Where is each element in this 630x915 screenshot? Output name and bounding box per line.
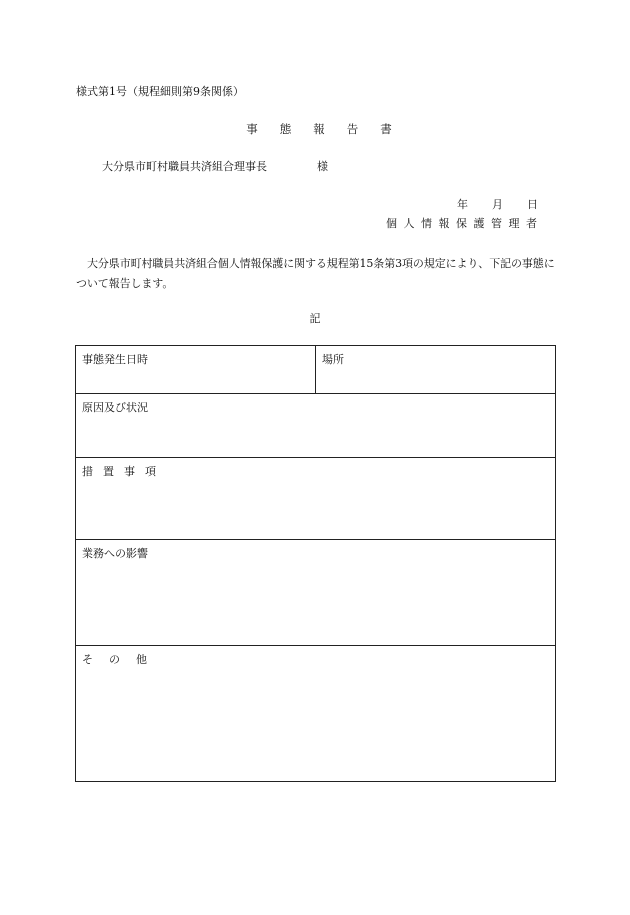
addressee-line: [102, 161, 328, 172]
date-line: [457, 199, 538, 210]
report-table: [75, 345, 556, 782]
body-text: 大分県市町村職員共済組合個人情報保護に関する規程第15条第3項の規定により、下記の事態について報告します。: [76, 257, 555, 290]
ki-label: 記: [309, 312, 321, 325]
cause-cell[interactable]: [76, 394, 555, 458]
form-number: 様式第1号（規程細則第9条関係）: [76, 85, 244, 98]
other-label: その他: [82, 653, 163, 666]
addressee-name: 大分県市町村職員共済組合理事長: [102, 160, 267, 173]
occurrence-datetime-cell[interactable]: [76, 346, 316, 393]
measures-cell[interactable]: [76, 458, 555, 540]
manager-title: 個人情報保護管理者: [386, 217, 544, 230]
measures-label: 措置事項: [82, 465, 166, 478]
addressee-honorific: 様: [317, 160, 328, 173]
impact-cell[interactable]: [76, 540, 555, 646]
occurrence-datetime-label: 事態発生日時: [82, 353, 148, 366]
place-cell[interactable]: [316, 346, 555, 393]
other-cell[interactable]: [76, 646, 555, 781]
date-month: 月: [492, 198, 503, 211]
date-year: 年: [457, 198, 468, 211]
date-day: 日: [527, 198, 538, 211]
document-title: 事態報告書: [246, 122, 414, 136]
place-label: 場所: [322, 353, 344, 366]
cause-label: 原因及び状況: [82, 401, 148, 414]
impact-label: 業務への影響: [82, 547, 148, 560]
table-row-occurrence: [76, 346, 555, 394]
